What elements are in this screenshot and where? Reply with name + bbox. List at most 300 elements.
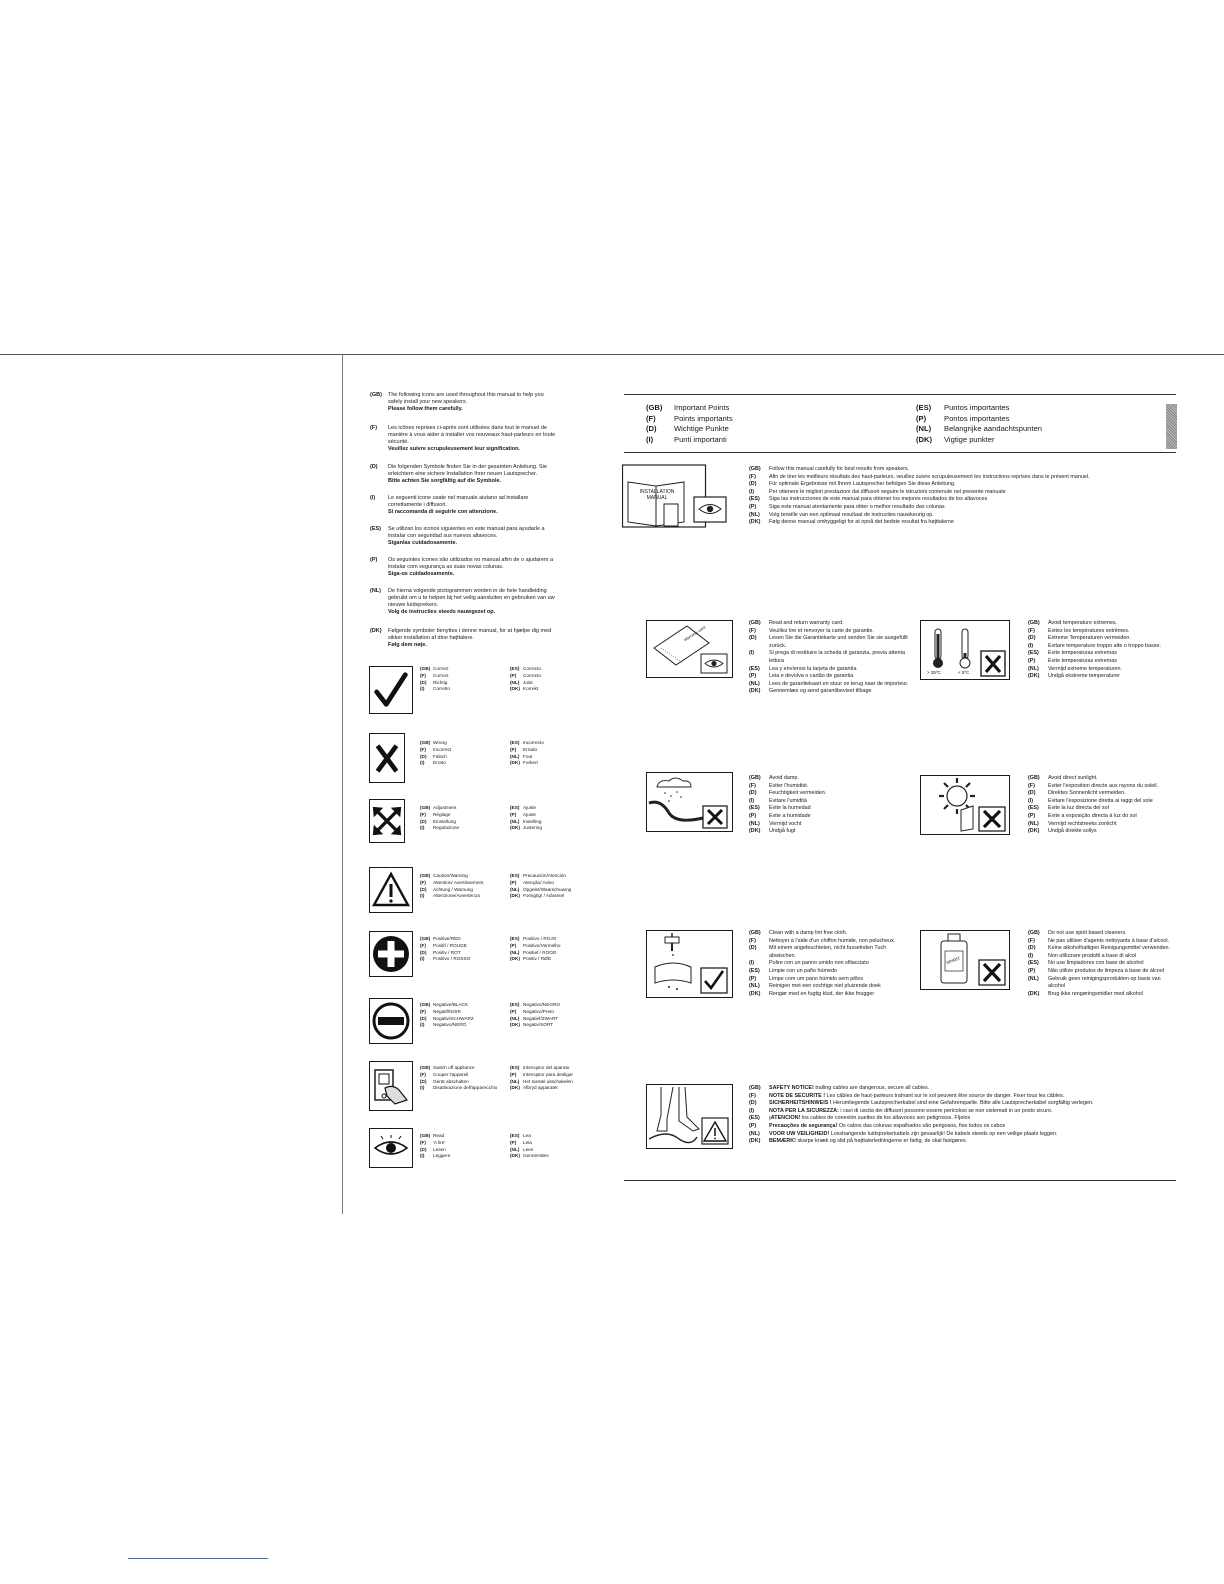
language-code: (F) bbox=[749, 473, 756, 480]
instruction-text: Vermijd vocht bbox=[769, 820, 802, 827]
language-row bbox=[1028, 938, 1174, 946]
language-code: (DK) bbox=[749, 828, 761, 835]
instruction-text: Feuchtigkeit vermeiden. bbox=[769, 790, 827, 797]
legend-label: 'A lire' bbox=[433, 1139, 446, 1145]
legend-label: Lea bbox=[523, 1133, 531, 1138]
temperature-text bbox=[1028, 620, 1174, 681]
language-row bbox=[749, 1093, 1174, 1101]
language-row bbox=[1028, 775, 1174, 783]
legend-row bbox=[510, 893, 571, 900]
language-code: (DK) bbox=[749, 1138, 761, 1145]
legend-label: Negative/BLACK bbox=[433, 1002, 469, 1007]
legend-label: Wrong bbox=[433, 740, 447, 745]
adjustment-arrows-icon bbox=[369, 799, 405, 843]
check-icon bbox=[369, 666, 413, 714]
legend-row bbox=[420, 1065, 497, 1072]
language-code: (GB) bbox=[749, 930, 761, 936]
legend-row bbox=[510, 819, 542, 826]
language-code: (GB) bbox=[646, 403, 663, 412]
intro-text-line: sikker installation af dine højttalere. bbox=[388, 635, 474, 642]
instruction-text: Brug ikke rengøringsmidler med alkohol bbox=[1048, 990, 1143, 997]
instruction-text: Eviter l'exposition directe aux rayons du soleil. bbox=[1048, 782, 1159, 789]
language-code: (NL) bbox=[510, 1146, 520, 1152]
language-code: (DK) bbox=[510, 956, 520, 962]
intro-emphasis: Síganlas cuidadosamente. bbox=[388, 540, 458, 547]
legend-label: Positief / ROOD bbox=[523, 949, 557, 955]
language-row bbox=[749, 681, 914, 689]
intro-text-line: gebruikt om u te helpen bij het veilig aansluiten en gebruiken van uw bbox=[388, 595, 555, 602]
intro-text-line: manière à vous aider à installer vos nouveaux haut-parleurs en toute bbox=[388, 432, 556, 439]
legend-row bbox=[420, 873, 483, 880]
legend-col-left bbox=[420, 805, 459, 832]
legend-col-right bbox=[510, 805, 542, 832]
language-code: (ES) bbox=[749, 496, 760, 503]
spirit-text bbox=[1028, 930, 1174, 998]
language-code: (GB) bbox=[1028, 620, 1040, 626]
language-code: (NL) bbox=[1028, 975, 1039, 982]
legend-label: Forkert bbox=[523, 760, 538, 766]
language-row bbox=[749, 504, 1169, 512]
safety-heading: VOOR UW VEILIGHEID! bbox=[769, 1130, 830, 1137]
language-code: (I) bbox=[420, 760, 425, 766]
language-code: (F) bbox=[420, 1071, 426, 1077]
instruction-text: Read and return warranty card. bbox=[769, 620, 844, 626]
legend-label: Attention/ Avertissement bbox=[433, 879, 484, 885]
instruction-text: Für optimale Ergebnisse mit Ihrem Lautsprecher befolgen Sie diese Anleitung. bbox=[769, 481, 956, 488]
legend-label: Negativo/NERO bbox=[433, 1022, 467, 1028]
legend-row bbox=[510, 1009, 560, 1016]
legend-label: Switch off appliance bbox=[433, 1065, 475, 1070]
legend-label: Negativo/Preto bbox=[523, 1008, 555, 1014]
intro-text-line: instalar con seguridad sus nuevos altavoces. bbox=[388, 533, 498, 540]
language-row bbox=[749, 968, 914, 976]
legend-label: Positiv / RØD bbox=[523, 956, 552, 962]
safety-detail: skarpe knæk og slid på højttalerledningerne er farlig, de skal fastgøres. bbox=[797, 1138, 968, 1145]
language-row bbox=[1028, 930, 1174, 938]
language-code: (ES) bbox=[1028, 960, 1039, 967]
legend-label: Attenzione/Avvertenza bbox=[433, 893, 480, 899]
legend-label: Atenção/ Aviso bbox=[523, 879, 554, 885]
safety-heading: BEMÆRK! bbox=[769, 1138, 796, 1145]
language-code: (GB) bbox=[749, 775, 761, 781]
language-code: (D) bbox=[420, 949, 427, 955]
language-code: (GB) bbox=[420, 936, 431, 941]
legend-label: Interruptor del aparato bbox=[523, 1065, 570, 1070]
legend-label: Couper l'appareil bbox=[433, 1071, 469, 1077]
intro-text-line: instalar com segurança as suas novas colunas. bbox=[388, 564, 504, 571]
language-code: (NL) bbox=[749, 680, 760, 687]
language-row bbox=[749, 828, 914, 836]
header-row bbox=[646, 414, 733, 425]
language-code: (I) bbox=[749, 650, 755, 657]
language-code: (ES) bbox=[510, 873, 520, 878]
legend-row bbox=[510, 812, 542, 819]
language-code: (DK) bbox=[1028, 990, 1040, 997]
safety-heading: ¡ATENCION! bbox=[769, 1115, 801, 1122]
language-code: (DK) bbox=[749, 990, 761, 997]
language-code: (P) bbox=[510, 672, 517, 678]
language-code: (P) bbox=[510, 942, 517, 948]
language-code: (P) bbox=[749, 673, 757, 680]
safety-line bbox=[769, 1123, 1174, 1131]
legend-label: Leia bbox=[523, 1139, 532, 1145]
safety-heading: NOTA PER LA SICUREZZA: bbox=[769, 1107, 839, 1114]
legend-row bbox=[510, 1072, 573, 1079]
legend-row bbox=[420, 740, 451, 747]
language-row bbox=[749, 775, 914, 783]
clean-text bbox=[749, 930, 914, 998]
header-row bbox=[646, 435, 733, 446]
language-code: (F) bbox=[420, 1139, 426, 1145]
instruction-text: Si prega di restituire la scheda di garanzia, previa attenta lettura bbox=[769, 650, 906, 664]
intro-line bbox=[370, 628, 602, 649]
legend-row bbox=[510, 805, 542, 812]
legend-row bbox=[510, 1079, 573, 1086]
intro-paragraph bbox=[370, 495, 602, 516]
legend-row bbox=[420, 812, 459, 819]
legend-label: Negativ/SCHWARZ bbox=[433, 1015, 474, 1021]
language-code: (DK) bbox=[1028, 673, 1040, 680]
intro-text bbox=[388, 495, 528, 516]
language-code: (D) bbox=[749, 1100, 757, 1107]
language-row bbox=[1028, 783, 1174, 791]
legend-col-right bbox=[510, 1002, 560, 1029]
language-code: (ES) bbox=[510, 1133, 520, 1138]
instruction-text: Gennemlæs og send garantibeviset tilbage bbox=[769, 688, 872, 695]
instruction-text: Evitez les températures extrêmes. bbox=[1048, 627, 1130, 634]
instruction-text: Eviter l'humidité. bbox=[769, 782, 809, 789]
instruction-text: Evitare l'umidità bbox=[769, 797, 807, 804]
minus-circle-icon bbox=[369, 998, 413, 1044]
safety-detail: Les câbles de haut-parleurs traînant sur le sol peuvent être source de danger. Fixer tous les câbles. bbox=[826, 1092, 1065, 1099]
legend-row bbox=[510, 956, 561, 963]
instruction-text: Evite a exposição directa à luz do sol bbox=[1048, 812, 1137, 819]
legend-label: Positivo / ROJO bbox=[523, 936, 557, 941]
cross-icon bbox=[369, 733, 405, 783]
language-code: (I) bbox=[646, 434, 654, 444]
language-code: (F) bbox=[749, 1092, 756, 1099]
installation-manual-label: INSTALLATION MANUAL bbox=[639, 489, 675, 502]
header-row bbox=[646, 424, 733, 435]
language-row bbox=[749, 650, 914, 665]
language-code: (P) bbox=[510, 811, 517, 817]
legend-row bbox=[510, 1153, 549, 1160]
language-row bbox=[749, 1085, 1174, 1093]
legend-row bbox=[510, 673, 541, 680]
language-code: (NL) bbox=[749, 820, 760, 827]
intro-text bbox=[388, 588, 555, 616]
legend-label: Positive/RED bbox=[433, 936, 461, 941]
temperature-icon bbox=[920, 620, 1010, 680]
language-row bbox=[749, 805, 914, 813]
language-code: (NL) bbox=[916, 424, 932, 434]
instruction-text: Evite temperaturas extremas bbox=[1048, 650, 1117, 657]
intro-emphasis: Please follow them carefully. bbox=[388, 406, 463, 413]
language-code: (P) bbox=[916, 413, 927, 423]
instruction-text: Evite a humidade bbox=[769, 812, 811, 819]
language-code: (I) bbox=[420, 1085, 425, 1091]
language-code: (ES) bbox=[510, 666, 520, 671]
legend-label: Ajuste bbox=[523, 811, 537, 817]
instruction-text: Evitare l'esposizione diretta ai raggi del sole bbox=[1048, 797, 1153, 804]
page-tab-marker bbox=[1166, 404, 1177, 449]
safety-line bbox=[769, 1085, 1174, 1093]
legend-col-left bbox=[420, 936, 470, 963]
legend-label: Incorrect bbox=[433, 746, 452, 752]
intro-text-line: safely install your new speakers. bbox=[388, 399, 468, 406]
language-code: (ES) bbox=[1028, 805, 1039, 812]
legend-label: Forsigtig! / Advarsel bbox=[523, 893, 565, 899]
plus-circle-icon bbox=[369, 931, 413, 977]
language-code: (ES) bbox=[510, 1065, 520, 1070]
intro-line bbox=[370, 526, 602, 547]
intro-emphasis: Veuillez suivre scrupuleusement leur signification. bbox=[388, 446, 521, 453]
language-code: (NL) bbox=[370, 588, 381, 594]
language-code: (F) bbox=[370, 425, 378, 431]
language-code: (DK) bbox=[916, 434, 933, 444]
instruction-text: Lea y envíenos la tarjeta de garantía bbox=[769, 665, 857, 672]
warranty-card-label: Warranty card bbox=[682, 624, 707, 643]
language-code: (DK) bbox=[749, 688, 761, 695]
legend-label: Réglage bbox=[433, 811, 451, 817]
legend-label: Ajuste bbox=[523, 805, 537, 810]
legend-row bbox=[510, 1140, 549, 1147]
language-code: (DK) bbox=[510, 1085, 520, 1091]
language-code: (I) bbox=[1028, 797, 1034, 804]
legend-label: Positif / ROUGE bbox=[433, 942, 467, 948]
language-code: (ES) bbox=[749, 1115, 760, 1122]
language-code: (I) bbox=[1028, 952, 1034, 959]
header-label: Punti importanti bbox=[674, 434, 727, 444]
intro-emphasis: Følg dem nøje. bbox=[388, 642, 427, 649]
language-code: (NL) bbox=[510, 1078, 520, 1084]
legend-label: Incorrecto bbox=[523, 740, 544, 745]
language-code: (D) bbox=[1028, 635, 1036, 642]
language-row bbox=[1028, 828, 1174, 836]
legend-row bbox=[510, 760, 544, 767]
intro-paragraph bbox=[370, 557, 602, 578]
intro-line bbox=[370, 425, 602, 453]
language-row bbox=[749, 474, 1169, 482]
intro-text bbox=[388, 526, 545, 547]
language-code: (D) bbox=[420, 679, 427, 685]
legend-label: Adjustment bbox=[433, 805, 457, 810]
language-row bbox=[1028, 650, 1174, 658]
instruction-text: Do not use spirit based cleaners. bbox=[1048, 930, 1127, 936]
language-code: (F) bbox=[749, 627, 756, 634]
legend-label: Negativ/SORT bbox=[523, 1022, 554, 1028]
legend-label: Correct bbox=[433, 672, 449, 678]
legend-label: Korrekt bbox=[523, 686, 539, 692]
legend-row bbox=[420, 1153, 450, 1160]
footer-link-rule bbox=[128, 1558, 268, 1559]
legend-row bbox=[420, 1016, 474, 1023]
instruction-text: Veuillez lire et renvoyer la carte de garantie. bbox=[769, 627, 874, 634]
legend-row bbox=[510, 1065, 573, 1072]
legend-row bbox=[510, 754, 544, 761]
intro-text-line: Følgende symboler benyttes i denne manual, for at hjælpe dig med bbox=[388, 628, 552, 634]
language-row bbox=[749, 945, 914, 960]
instruction-text: Evite la humedad bbox=[769, 805, 811, 812]
legend-row bbox=[510, 1147, 549, 1154]
language-code: (F) bbox=[749, 782, 756, 789]
legend-label: Instelling bbox=[523, 818, 542, 824]
legend-row bbox=[420, 956, 470, 963]
legend-label: Fout bbox=[523, 753, 533, 759]
language-row bbox=[749, 481, 1169, 489]
instruction-text: Avoid direct sunlight. bbox=[1048, 775, 1098, 781]
instruction-text: Lesen Sie die Garantiekarte und senden Sie sie ausgefüllt zurück. bbox=[769, 635, 908, 649]
manual-instructions-text bbox=[749, 466, 1169, 527]
legend-col-right bbox=[510, 1133, 549, 1160]
legend-col-right bbox=[510, 873, 571, 900]
legend-row bbox=[420, 1133, 450, 1140]
legend-col-right bbox=[510, 936, 561, 963]
legend-label: Opgelet/Waarschuwing bbox=[523, 886, 572, 892]
intro-text-line: Die folgenden Symbole finden Sie in der gesamten Anleitung. Sie bbox=[388, 464, 547, 470]
language-code: (DK) bbox=[510, 686, 520, 692]
legend-label: Einstellung bbox=[433, 818, 456, 824]
legend-row bbox=[510, 943, 561, 950]
legend-row bbox=[510, 666, 541, 673]
language-code: (ES) bbox=[916, 403, 932, 412]
language-code: (NL) bbox=[1028, 820, 1039, 827]
page-top-rule bbox=[0, 354, 1224, 355]
intro-emphasis: Bitte achten Sie sorgfältig auf die Symbole. bbox=[388, 478, 502, 485]
warning-triangle-icon bbox=[369, 867, 413, 913]
instruction-text: Undgå direkte sollys bbox=[1048, 828, 1097, 835]
switch-off-icon bbox=[369, 1061, 413, 1111]
legend-row bbox=[420, 943, 470, 950]
legend-col-left bbox=[420, 1133, 450, 1160]
language-code: (D) bbox=[420, 753, 427, 759]
language-code: (D) bbox=[420, 818, 427, 824]
language-code: (P) bbox=[510, 879, 517, 885]
language-code: (GB) bbox=[749, 620, 761, 626]
language-code: (NL) bbox=[749, 511, 760, 518]
language-row bbox=[749, 489, 1169, 497]
language-row bbox=[749, 1138, 1174, 1146]
language-code: (P) bbox=[1028, 812, 1036, 819]
language-code: (ES) bbox=[749, 805, 760, 812]
legend-row bbox=[510, 747, 544, 754]
legend-label: Positivo/Vermelho bbox=[523, 942, 561, 948]
legend-label: Negativo/NEGRO bbox=[523, 1002, 560, 1007]
safety-detail: Os cabos das colunas espalhados são perigosos, fixe todos os cabos bbox=[838, 1122, 1006, 1129]
safety-detail: i cavi di uscita dei diffusori possono essere pericolosi se non sistemati in un posto sicuro. bbox=[840, 1107, 1053, 1114]
language-row bbox=[1028, 658, 1174, 666]
header-row bbox=[916, 435, 1042, 446]
language-row bbox=[749, 783, 914, 791]
instruction-text: Avoid damp. bbox=[769, 775, 799, 781]
legend-col-right bbox=[510, 666, 541, 693]
eye-icon bbox=[369, 1128, 413, 1168]
intro-emphasis: Si raccomanda di seguirle con attenzione. bbox=[388, 509, 498, 516]
safety-heading: Precauções de segurança! bbox=[769, 1122, 838, 1129]
legend-label: Négatif/NOIR bbox=[433, 1008, 461, 1014]
language-code: (NL) bbox=[749, 1130, 760, 1137]
legend-row bbox=[420, 686, 450, 693]
intro-emphasis: Volg de instructies steeds nauwgezet op. bbox=[388, 609, 496, 616]
language-row bbox=[749, 1123, 1174, 1131]
spirit-label: SPIRIT bbox=[945, 955, 961, 966]
legend-row bbox=[510, 825, 542, 832]
language-row bbox=[1028, 953, 1174, 961]
sunlight-icon bbox=[920, 775, 1010, 835]
language-code: (I) bbox=[749, 797, 755, 804]
language-row bbox=[749, 519, 1169, 527]
warranty-text bbox=[749, 620, 914, 696]
language-code: (P) bbox=[510, 1008, 517, 1014]
legend-row bbox=[510, 680, 541, 687]
safety-heading: SAFETY NOTICE! bbox=[769, 1085, 814, 1091]
language-code: (ES) bbox=[510, 936, 520, 941]
instruction-text: Limpe com um pano húmido sem pêlos bbox=[769, 975, 864, 982]
language-row bbox=[749, 620, 914, 628]
legend-label: Errado bbox=[523, 746, 538, 752]
intro-text bbox=[388, 464, 547, 485]
language-code: (P) bbox=[749, 812, 757, 819]
language-code: (P) bbox=[1028, 657, 1036, 664]
language-code: (D) bbox=[420, 1078, 427, 1084]
language-row bbox=[1028, 798, 1174, 806]
safety-detail: los cables de conexión sueltos de los altavoces son peligrosos. Fíjelos bbox=[801, 1115, 971, 1122]
language-code: (F) bbox=[420, 942, 426, 948]
language-row bbox=[749, 1108, 1174, 1116]
language-row bbox=[749, 628, 914, 636]
safety-notice-text bbox=[749, 1085, 1174, 1146]
sunlight-text bbox=[1028, 775, 1174, 836]
legend-row bbox=[420, 754, 451, 761]
instruction-text: Avoid temperature extremes. bbox=[1048, 620, 1118, 626]
language-row bbox=[1028, 628, 1174, 636]
instruction-text: Siga este manual atentamente para obter o melhor resultado das colunas bbox=[769, 503, 945, 510]
legend-label: Lees bbox=[523, 1146, 534, 1152]
intro-text-line: Les icônes reprises ci-après sont utilisées dans tout le manuel de bbox=[388, 425, 547, 431]
language-code: (F) bbox=[420, 672, 426, 678]
language-row bbox=[749, 466, 1169, 474]
legend-row bbox=[420, 1085, 497, 1092]
safety-line bbox=[769, 1138, 1174, 1146]
instruction-text: Vermijd extreme temperaturen. bbox=[1048, 665, 1123, 672]
language-row bbox=[1028, 643, 1174, 651]
intro-text bbox=[388, 628, 551, 649]
language-code: (I) bbox=[420, 1022, 425, 1028]
language-code: (DK) bbox=[510, 760, 520, 766]
instruction-text: Lees de garantiekaart en stuur ze terug naar de importeur. bbox=[769, 680, 909, 687]
language-row bbox=[749, 666, 914, 674]
language-row bbox=[749, 798, 914, 806]
legend-label: Positivo / ROSSO bbox=[433, 956, 471, 962]
safety-line bbox=[769, 1115, 1174, 1123]
language-row bbox=[749, 673, 914, 681]
legend-label: Interruptor para desligar bbox=[523, 1071, 574, 1077]
intro-line bbox=[370, 588, 602, 616]
language-row bbox=[749, 976, 914, 984]
warranty-card-icon bbox=[646, 620, 733, 678]
language-row bbox=[749, 983, 914, 991]
legend-row bbox=[420, 1072, 497, 1079]
language-code: (F) bbox=[420, 879, 426, 885]
language-row bbox=[1028, 960, 1174, 968]
spirit-bottle-icon bbox=[920, 930, 1010, 990]
safety-line bbox=[769, 1093, 1174, 1101]
legend-row bbox=[420, 1022, 474, 1029]
temp-cold-label: < 5ºC bbox=[958, 670, 970, 675]
language-code: (GB) bbox=[420, 1065, 431, 1070]
legend-col-left bbox=[420, 1002, 474, 1029]
intro-text-line: The following icons are used throughout this manual to help you bbox=[388, 392, 544, 398]
